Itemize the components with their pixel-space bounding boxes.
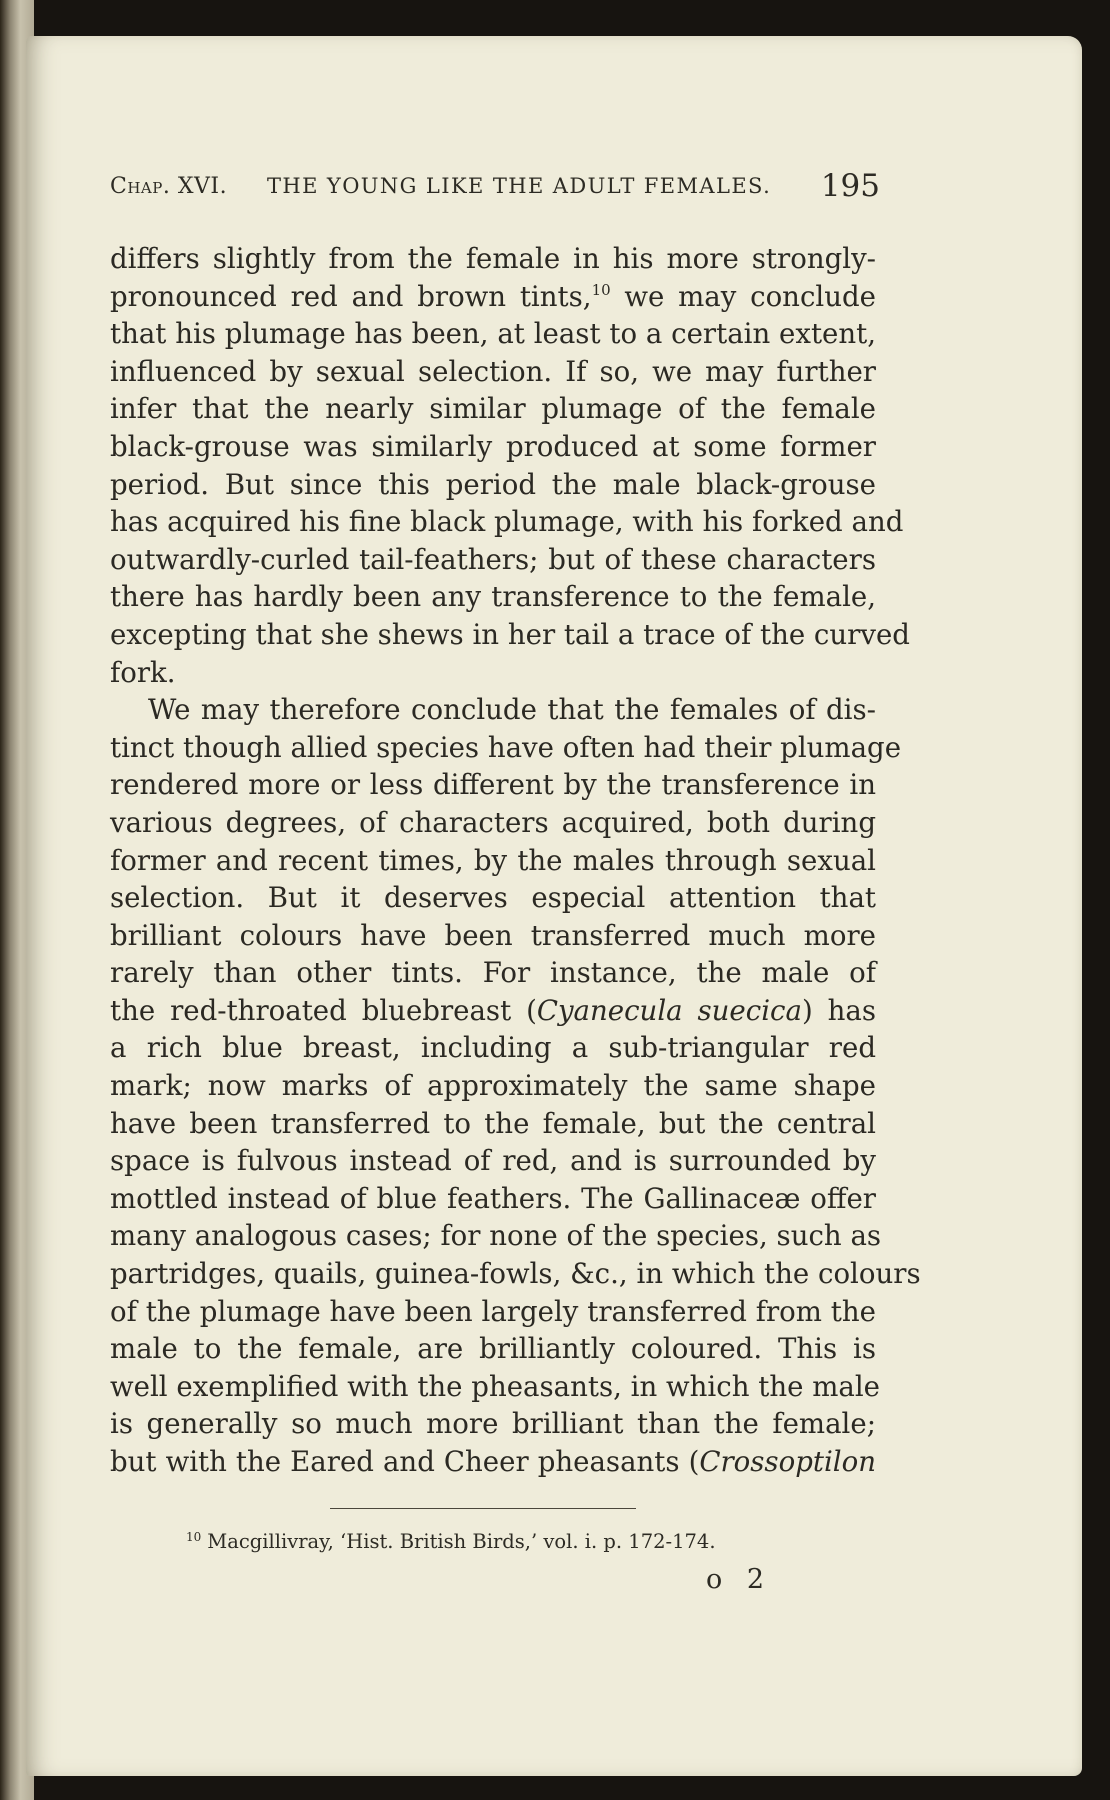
text-line: many analogous cases; for none of the species, such as [110, 1219, 882, 1253]
text-line: have been transferred to the female, but the central [110, 1106, 876, 1140]
text-line: rendered more or less different by the transference in [110, 768, 876, 802]
signature-mark: o 2 [706, 1564, 773, 1595]
text-line: influenced by sexual selection. If so, we may further [110, 354, 876, 388]
body-text [110, 240, 921, 1481]
species-name-italic: Cyanecula suecica [536, 993, 802, 1027]
text-line: has acquired his fine black plumage, with his forked and [110, 505, 904, 539]
footnote-reference: 10 [591, 280, 611, 299]
text-line: mark; now marks of approximately the same shape [110, 1069, 876, 1103]
text-line: that his plumage has been, at least to a certain extent, [110, 317, 876, 351]
footnote [186, 1530, 806, 1553]
page-number: 195 [820, 168, 880, 204]
text-line: rarely than other tints. For instance, the male of [110, 956, 876, 990]
text-line: various degrees, of characters acquired, both during [110, 805, 876, 839]
paragraph-start-line: We may therefore conclude that the females of dis- [148, 693, 876, 727]
genus-name-italic: Crossoptilon [699, 1445, 876, 1478]
text-line: space is fulvous instead of red, and is surrounded by [110, 1144, 876, 1178]
text-line: fork. [110, 655, 176, 689]
text-line: partridges, quails, guinea-fowls, &c., in which the colours [110, 1257, 921, 1291]
running-title: THE YOUNG LIKE THE ADULT FEMALES. [267, 174, 772, 198]
text-line: well exemplified with the pheasants, in which the male [110, 1369, 880, 1403]
text-line: of the plumage have been largely transferred from the [110, 1294, 876, 1328]
text-line: pronounced red and brown tints,$^{10}$ we may conclude [110, 279, 877, 313]
text-line: selection. But it deserves especial attention that [110, 881, 876, 915]
text-line: former and recent times, by the males through sexual [110, 843, 876, 877]
text-line: mottled instead of blue feathers. The Gallinaceæ offer [110, 1181, 876, 1215]
footnote-rule [330, 1508, 636, 1509]
running-header [110, 168, 880, 212]
text-line: tinct though allied species have often had their plumage [110, 730, 902, 764]
chapter-label: Chap. XVI. [110, 174, 228, 199]
text-line: period. But since this period the male black-grouse [110, 467, 876, 501]
text-line: there has hardly been any transference to the female, [110, 580, 876, 614]
text-line: but with the Eared and Cheer pheasants (Crossoptilon [110, 1445, 876, 1478]
footnote-text: Macgillivray, ‘Hist. British Birds,’ vol. i. p. 172-174. [207, 1530, 716, 1553]
text-line: a rich blue breast, including a sub-triangular red [110, 1031, 876, 1065]
text-line: the red-throated bluebreast (Cyanecula suecica) has [110, 993, 877, 1027]
text-line: brilliant colours have been transferred much more [110, 918, 876, 952]
text-line: male to the female, are brilliantly coloured. This is [110, 1332, 876, 1366]
text-line: excepting that she shews in her tail a trace of the curved [110, 617, 910, 651]
text-line: infer that the nearly similar plumage of the female [110, 392, 876, 426]
text-line: black-grouse was similarly produced at some former [110, 429, 876, 463]
footnote-marker: 10 [186, 1530, 202, 1544]
text-line: differs slightly from the female in his more strongly- [110, 242, 876, 275]
text-line: outwardly-curled tail-feathers; but of these characters [110, 542, 876, 576]
text-line: is generally so much more brilliant than the female; [110, 1407, 876, 1441]
